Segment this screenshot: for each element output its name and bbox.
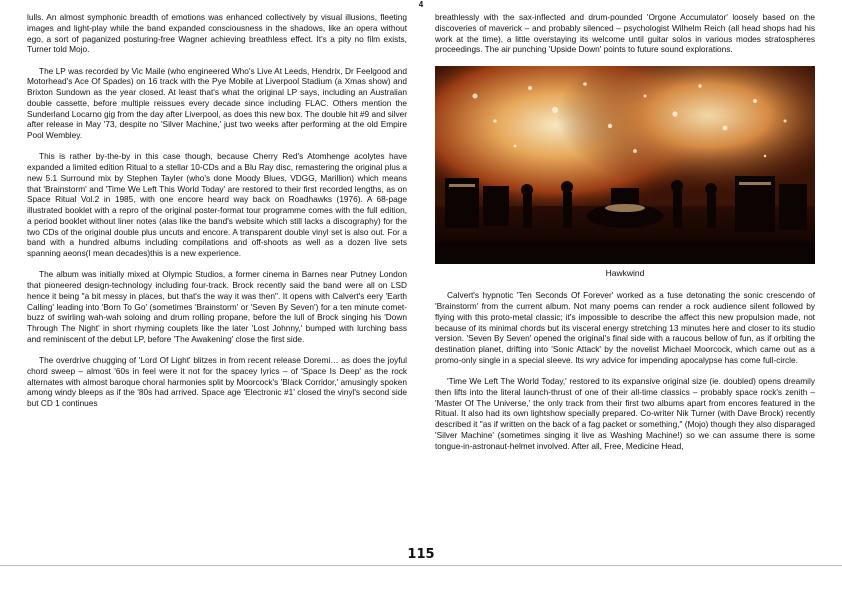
paragraph: 'Time We Left The World Today,' restored to its expansive original size (ie. doubled) opens dreamily then lifts into the literal launch-thrust of one of their all-time classics – probably space rock's zenith – 'Master Of The Universe,' the only track from their first two albums apart from encores featured in the Ritual. It also had its own lightshow specially prepared. Co-writer Nik Turner (with Dave Brock) recently described it "as if written on the back of a fag packet or something," (Mojo) though they also disparaged 'Silver Machine' (sometimes singing it live as Washing Machine!) so we can assume there is some tongue-in-astronaut-helmet involved. After all, Free, Medicine Head, [435,376,815,451]
right-column [435,12,815,462]
left-column [27,12,407,419]
concert-photo-icon [435,66,815,264]
page-number: 4 [418,0,424,9]
paragraph: The album was initially mixed at Olympic Studios, a former cinema in Barnes near Putney London that pioneered design-technology including four-track. Brock recently said the band were all on LSD hence it being "a bit messy in places, but that's the way it was then". It opens with Calvert's eery 'Earth Calling' leading into 'Born To Go' (sometimes 'Brainstorm' or 'Seven By Seven') for a ten minute comet-buzz of swirling wah-wah soloing and drum rolling propane, before the lull of Brock singing his 'Down Through The Night' in short rhyming couplets like the later 'Lost Johnny,' bumped with lurching bass and reminiscent of the debut LP, before 'The Awakening' close the first side. [27,269,407,344]
photo-caption: Hawkwind [605,267,645,278]
concert-photo [435,66,815,264]
footer-rule [0,565,842,566]
paragraph: This is rather by-the-by in this case though, because Cherry Red's Atomhenge acolytes have expanded a limited edition Ritual to a stellar 10-CDs and a Blu Ray disc, remastering the original plus a new 5.1 Surround mix by Stephen Tayler (who's done Moody Blues, VDGG, Marillion) which means that 'Brainstorm' and 'Time We Left This World Today' are restored to their first recorded lengths, as on Space Ritual Vol.2 in 1985, with one encore heard way back on Roadhawks (1976). A 68-page illustrated booklet with a repro of the original poster-format tour programme comes with the full edition, a period booklet without liner notes (alas like the band's website which still lacks a discography) for the two CDs of the original double plus uncuts and encore. A transparent double vinyl set is also out. For a band with a hundred albums including compilations and off-shoots as well as a dozen live sets spanning aeons(I mean decades)this is a new experience. [27,151,407,258]
paragraph: lulls. An almost symphonic breadth of emotions was enhanced collectively by visual illusions, fleeting images and light-play while the band expanded consciousness in the shadows, like an opera without ego, a sort of paganized posturing-free Wagner achieving breathless effect. It's a pity no film exists, Turner told Mojo. [27,12,407,55]
paragraph: The overdrive chugging of 'Lord Of Light' blitzes in from recent release Doremi… as does the joyful chord sweep – almost '60s in feel were it not for the spacey lyrics – of 'Space Is Deep' as the rock alternates with almost baroque choral harmonies split by Moorcock's 'Black Corridor,' amusingly spoken among windy bleeps as if the '80s had arrived. Space age 'Electronic #1' closed the vinyl's second side but CD 1 continues [27,355,407,408]
paragraph: The LP was recorded by Vic Maile (who engineered Who's Live At Leeds, Hendrix, Dr Feelgood and Motorhead's Ace Of Spades) on 16 track with the Pye Mobile at Liverpool Stadium (a Xmas show) and Brixton Sundown as the year closed. At least that's what the original LP says, including an Australian double cassette, before multiple reissues every decade since including FLAC. Others mention the Sunderland Locarno gig from the day after Liverpool, as does this new box. The double hit #9 and silver after release in May '73, despite no 'Silver Machine,' just two weeks after performing at the old Empire Pool Wembley. [27,65,407,140]
paragraph: Calvert's hypnotic 'Ten Seconds Of Forever' worked as a fuse detonating the sonic crescendo of 'Brainstorm' from the current album. Not many poems can render a rock audience silent followed by flying with this proto-metal classic; it's impossible to describe the affect this new propulsion made, not because of its minimal chords but its visceral energy stretching 13 minutes here and closer to its studio version. 'Seven By Seven' opened the original's final side with a raucous bellow of fun, as if orbiting the destination planet, drifting into 'Sonic Attack' by the novelist Michael Moorcock, which came out as a promo-only single in a special sleeve. Its wry advice for impending apocalypse has come full-circle. [435,290,815,365]
folio-number: 115 [407,547,435,562]
paragraph: breathlessly with the sax-inflected and drum-pounded 'Orgone Accumulator' loosely based on the discoveries of maverick – and probably silenced – psychologist Wilhelm Reich (all head shops had his work at the time), a little overstaying its welcome until guitar solos in various modes stratospheres proceedings. The air punching 'Upside Down' points to future sound explorations. [435,12,815,55]
